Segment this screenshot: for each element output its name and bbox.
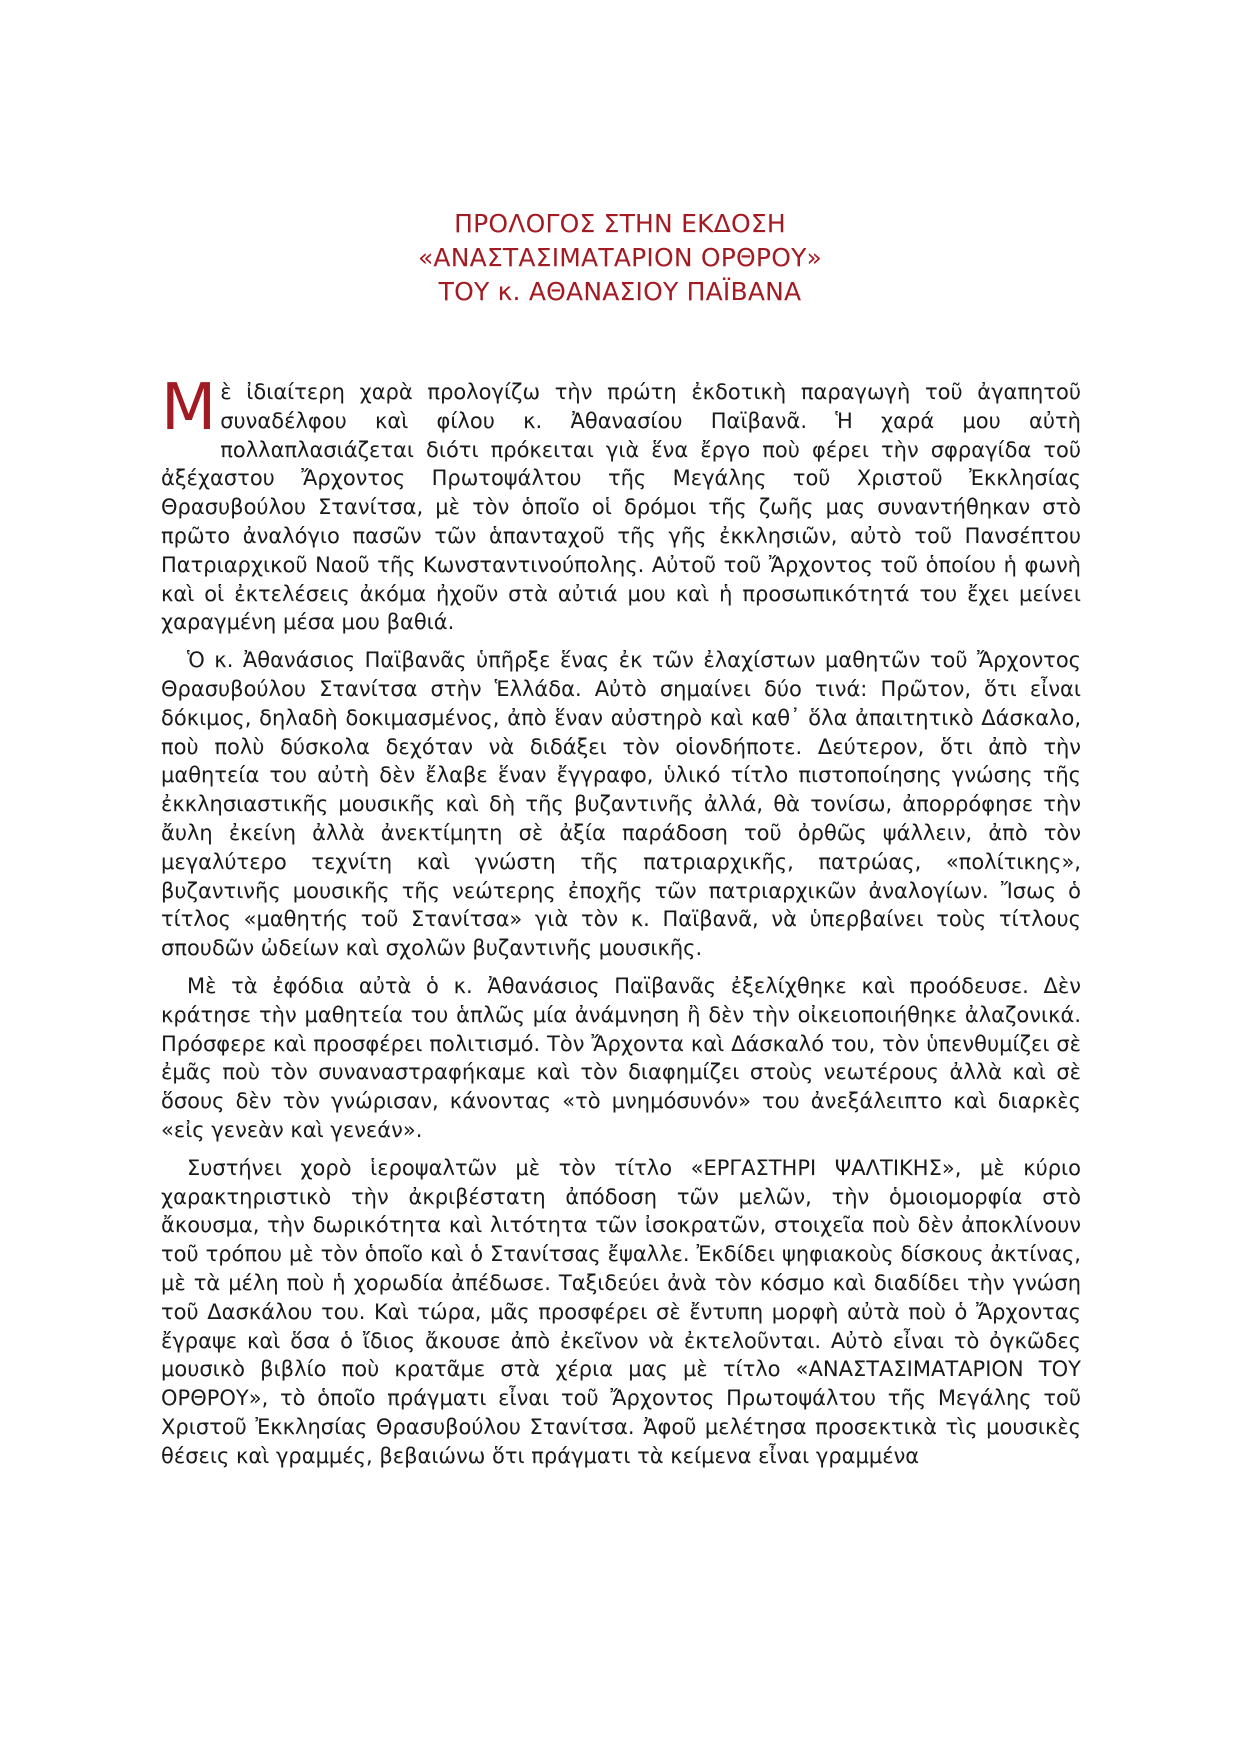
body-text <box>161 371 1081 1479</box>
paragraph-4: Συστήνει χορὸ ἱεροψαλτῶν μὲ τὸν τίτλο «ΕΡΓΑΣΤΗΡΙ ΨΑΛΤΙΚΗΣ», μὲ κύριο χαρακτηριστικὸ τὴν ἀκριβέστατη ἀπόδοση τῶν μελῶν, τὴν ὁμοιομορφία στὸ ἄκουσμα, τὴν δωρικότητα καὶ λιτότητα τῶν ἰσοκρατῶν, στοιχεῖα ποὺ δὲν ἀποκλίνουν τοῦ τρόπου μὲ τὸν ὁποῖο καὶ ὁ Στανίτσας ἔψαλλε. Ἐκδίδει ψηφιακοὺς δίσκους ἀκτίνας, μὲ τὰ μέλη ποὺ ἡ χορωδία ἀπέδωσε. Ταξιδεύει ἀνὰ τὸν κόσμο καὶ διαδίδει τὴν γνώση τοῦ Δασκάλου του. Καὶ τώρα, μᾶς προσφέρει σὲ ἔντυπη μορφὴ αὐτὰ ποὺ ὁ Ἄρχοντας ἔγραψε καὶ ὅσα ὁ ἴδιος ἄκουσε ἀπὸ ἐκεῖνον νὰ ἐκτελοῦνται. Αὐτὸ εἶναι τὸ ὀγκῶδες μουσικὸ βιβλίο ποὺ κρατᾶμε στὰ χέρια μας μὲ τίτλο «ΑΝΑΣΤΑΣΙΜΑΤΑΡΙΟΝ ΤΟΥ ΟΡΘΡΟΥ», τὸ ὁποῖο πράγματι εἶναι τοῦ Ἄρχοντος Πρωτοψάλτου τῆς Μεγάλης τοῦ Χριστοῦ Ἐκκλησίας Θρασυβούλου Στανίτσα. Ἀφοῦ μελέτησα προσεκτικὰ τὶς μουσικὲς θέσεις καὶ γραμμές, βεβαιώνω ὅτι πράγματι τὰ κείμενα εἶναι γραμμένα <box>161 1155 1081 1468</box>
title-line-1: ΠΡΟΛΟΓΟΣ ΣΤΗΝ ΕΚΔΟΣΗ <box>454 209 786 238</box>
paragraph-1 <box>161 371 1081 637</box>
title-line-3: ΤΟΥ κ. ΑΘΑΝΑΣΙΟΥ ΠΑΪΒΑΝΑ <box>438 277 802 306</box>
drop-cap: Μ <box>161 371 217 445</box>
paragraph-1-text: ὲ ἰδιαίτερη χαρὰ προλογίζω τὴν πρώτη ἐκδοτικὴ παραγωγὴ τοῦ ἀγαπητοῦ συναδέλφου καὶ φίλου κ. Ἀθανασίου Παϊβανᾶ. Ἡ χαρά μου αὐτὴ πολλαπλασιάζεται διότι πρόκειται γιὰ ἕνα ἔργο ποὺ φέρει τὴν σφραγίδα τοῦ ἀξέχαστου Ἄρχοντος Πρωτοψάλτου τῆς Μεγάλης τοῦ Χριστοῦ Ἐκκλησίας Θρασυβούλου Στανίτσα, μὲ τὸν ὁποῖο οἱ δρόμοι τῆς ζωῆς μας συναντήθηκαν στὸ πρῶτο ἀναλόγιο πασῶν τῶν ἁπανταχοῦ τῆς γῆς ἐκκλησιῶν, αὐτὸ τοῦ Πανσέπτου Πατριαρχικοῦ Ναοῦ τῆς Κωνσταντινούπολης. Αὐτοῦ τοῦ Ἄρχοντος τοῦ ὁποίου ἡ φωνὴ καὶ οἱ ἐκτελέσεις ἀκόμα ἠχοῦν στὰ αὐτιά μου καὶ ἡ προσωπικότητά του ἔχει μείνει χαραγμένη μέσα μου βαθιά. <box>161 380 1081 635</box>
page-title <box>0 207 1240 309</box>
paragraph-2: Ὁ κ. Ἀθανάσιος Παϊβανᾶς ὑπῆρξε ἕνας ἐκ τῶν ἐλαχίστων μαθητῶν τοῦ Ἄρχοντος Θρασυβούλου Στανίτσα στὴν Ἑλλάδα. Αὐτὸ σημαίνει δύο τινά: Πρῶτον, ὅτι εἶναι δόκιμος, δηλαδὴ δοκιμασμένος, ἀπὸ ἕναν αὐστηρὸ καὶ καθ᾽ ὅλα ἀπαιτητικὸ Δάσκαλο, ποὺ πολὺ δύσκολα δεχόταν νὰ διδάξει τὸν οἱονδήποτε. Δεύτερον, ὅτι ἀπὸ τὴν μαθητεία του αὐτὴ δὲν ἔλαβε ἕναν ἔγγραφο, ὑλικό τίτλο πιστοποίησης γνώσης τῆς ἐκκλησιαστικῆς μουσικῆς καὶ δὴ τῆς βυζαντινῆς ἀλλά, θὰ τονίσω, ἀπορρόφησε τὴν ἄυλη ἐκείνη ἀλλὰ ἀνεκτίμητη σὲ ἀξία παράδοση τοῦ ὀρθῶς ψάλλειν, ἀπὸ τὸν μεγαλύτερο τεχνίτη καὶ γνώστη τῆς πατριαρχικῆς, πατρώας, «πολίτικης», βυζαντινῆς μουσικῆς τῆς νεώτερης ἐποχῆς τῶν πατριαρχικῶν ἀναλογίων. Ἴσως ὁ τίτλος «μαθητής τοῦ Στανίτσα» γιὰ τὸν κ. Παϊβανᾶ, νὰ ὑπερβαίνει τοὺς τίτλους σπουδῶν ὠδείων καὶ σχολῶν βυζαντινῆς μουσικῆς. <box>161 648 1081 961</box>
title-line-2: «ΑΝΑΣΤΑΣΙΜΑΤΑΡΙΟΝ ΟΡΘΡΟΥ» <box>417 243 823 272</box>
paragraph-3: Μὲ τὰ ἐφόδια αὐτὰ ὁ κ. Ἀθανάσιος Παϊβανᾶς ἐξελίχθηκε καὶ προόδευσε. Δὲν κράτησε τὴν μαθητεία του ἁπλῶς μία ἀνάμνηση ἢ δὲν τὴν οἰκειοποιήθηκε ἀλαζονικά. Πρόσφερε καὶ προσφέρει πολιτισμό. Τὸν Ἄρχοντα καὶ Δάσκαλό του, τὸν ὑπενθυμίζει σὲ ἐμᾶς ποὺ τὸν συναναστραφήκαμε καὶ τὸν διαφημίζει στοὺς νεωτέρους ἀλλὰ καὶ σὲ ὅσους δὲν τὸν γνώρισαν, κάνοντας «τὸ μνημόσυνόν» του ἀνεξάλειπτο καὶ διαρκὲς «εἰς γενεὰν καὶ γενεάν». <box>161 973 1081 1142</box>
